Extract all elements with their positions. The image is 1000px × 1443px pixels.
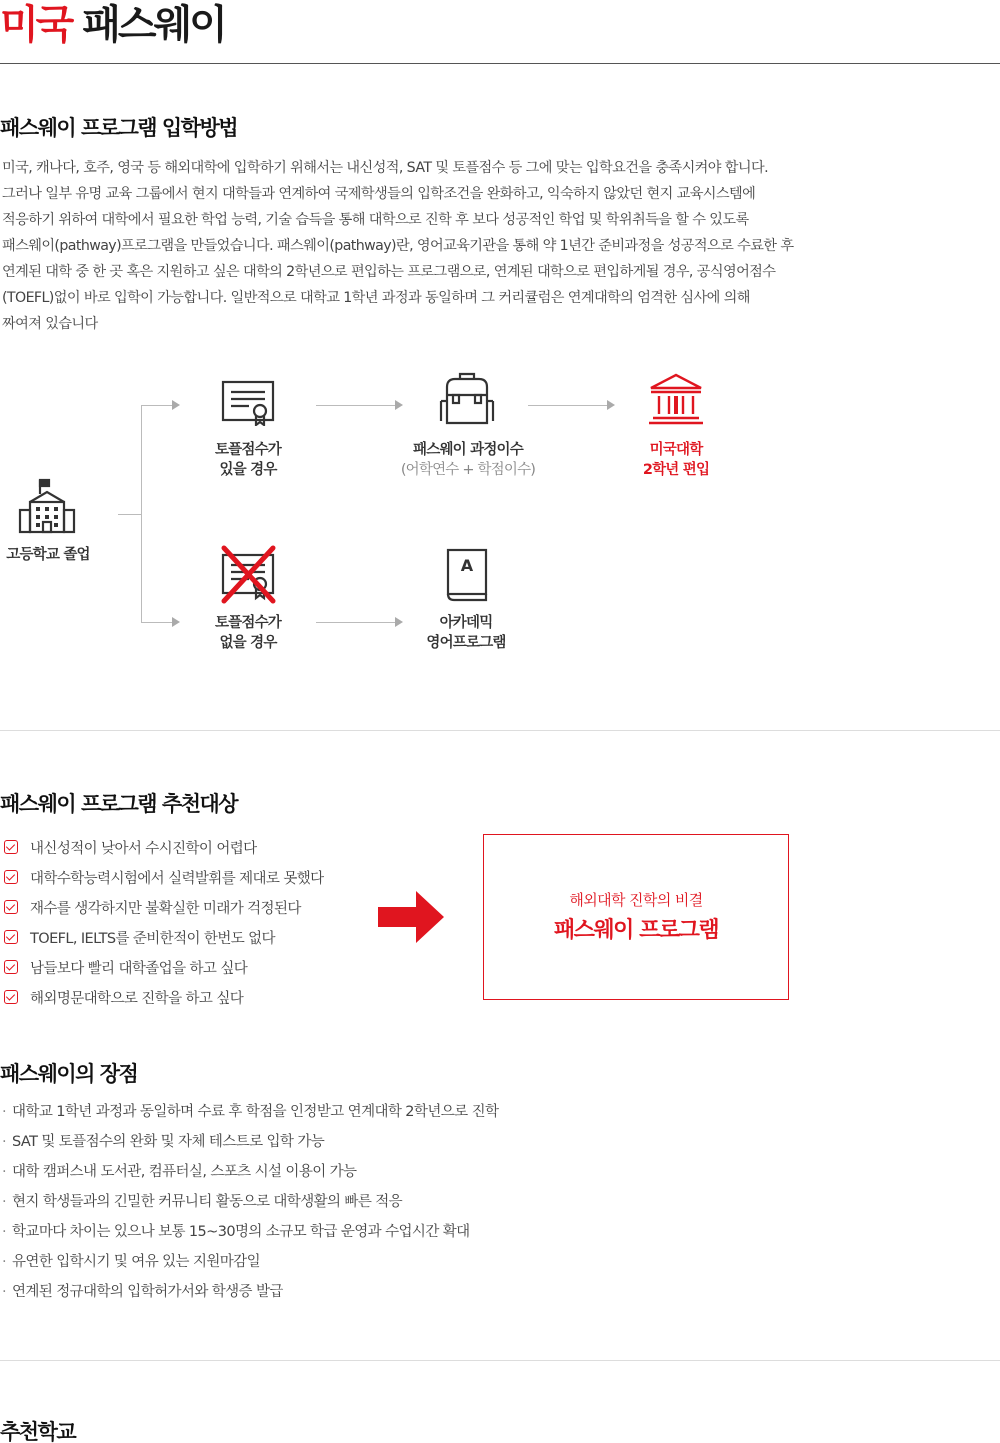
list-item-text: 대학 캠퍼스내 도서관, 컴퓨터실, 스포츠 시설 이용이 가능 bbox=[12, 1164, 357, 1180]
paragraph-line: 미국, 캐나다, 호주, 영국 등 해외대학에 입학하기 위해서는 내신성적, SAT 및 토플점수 등 그에 맞는 입학요건을 충족시켜야 합니다. bbox=[2, 160, 769, 176]
bullet: · bbox=[2, 1254, 7, 1270]
list-item bbox=[2, 1128, 498, 1158]
backpack-icon bbox=[439, 371, 495, 425]
school-building-icon bbox=[18, 478, 76, 534]
list-item bbox=[2, 1188, 498, 1218]
list-item bbox=[4, 952, 324, 982]
flow-with-toefl-label bbox=[188, 440, 308, 480]
page-title-accent: 미국 bbox=[0, 2, 72, 48]
paragraph-line: (TOEFL)없이 바로 입학이 가능합니다. 일반적으로 대학교 1학년 과정과 동일하며 그 커리큘럼은 연계대학의 엄격한 심사에 의해 bbox=[2, 290, 750, 306]
page-title-rest: 패스웨이 bbox=[82, 2, 225, 48]
flow-without-toefl-line2: 없을 경우 bbox=[219, 635, 277, 651]
flow-connector bbox=[316, 622, 396, 623]
advantages-section-title: 패스웨이의 장점 bbox=[0, 1062, 138, 1086]
list-item-text: SAT 및 토플점수의 완화 및 자체 테스트로 입학 가능 bbox=[12, 1134, 325, 1150]
advantages-list bbox=[2, 1098, 498, 1308]
arrow-head-icon bbox=[172, 400, 180, 410]
admission-section-title: 패스웨이 프로그램 입학방법 bbox=[0, 116, 238, 140]
list-item bbox=[2, 1098, 498, 1128]
list-item-text: 남들보다 빨리 대학졸업을 하고 싶다 bbox=[30, 960, 248, 977]
flow-academic-label bbox=[406, 613, 526, 653]
university-icon bbox=[647, 372, 705, 426]
arrow-head-icon bbox=[395, 400, 403, 410]
checkbox-icon bbox=[4, 870, 18, 884]
bullet: · bbox=[2, 1164, 7, 1180]
list-item-text: 연계된 정규대학의 입학허가서와 학생증 발급 bbox=[12, 1284, 283, 1300]
list-item-text: 대학교 1학년 과정과 동일하며 수료 후 학점을 인정받고 연계대학 2학년으로 진학 bbox=[12, 1104, 499, 1120]
list-item-text: 내신성적이 낮아서 수시진학이 어렵다 bbox=[30, 840, 257, 857]
flow-university-line1: 미국대학 bbox=[649, 442, 703, 458]
arrow-head-icon bbox=[607, 400, 615, 410]
flow-connector bbox=[141, 405, 173, 406]
paragraph-line: 연계된 대학 중 한 곳 혹은 지원하고 싶은 대학의 2학년으로 편입하는 프로그램으로, 연계된 대학으로 편입하게될 경우, 공식영어점수 bbox=[2, 264, 776, 280]
flow-university-label bbox=[616, 440, 736, 480]
flow-connector bbox=[141, 405, 142, 623]
list-item-text: 유연한 입학시기 및 여유 있는 지원마감일 bbox=[12, 1254, 260, 1270]
book-icon bbox=[446, 548, 488, 602]
certificate-icon bbox=[221, 380, 275, 426]
list-item bbox=[2, 1278, 498, 1308]
paragraph-line: 짜여져 있습니다 bbox=[2, 316, 98, 332]
admission-paragraph bbox=[2, 155, 862, 337]
flow-pathway-sub: (어학연수 + 학점이수) bbox=[400, 462, 536, 478]
flow-pathway-line1: 패스웨이 과정이수 bbox=[413, 442, 523, 458]
page-title bbox=[0, 2, 225, 48]
list-item-text: TOEFL, IELTS를 준비한적이 한번도 없다 bbox=[30, 930, 275, 947]
list-item bbox=[2, 1158, 498, 1188]
bullet: · bbox=[2, 1104, 7, 1120]
flow-pathway-label bbox=[378, 440, 558, 480]
bullet: · bbox=[2, 1134, 7, 1150]
flow-connector bbox=[141, 622, 173, 623]
paragraph-line: 그러나 일부 유명 교육 그룹에서 현지 대학들과 연계하여 국제학생들의 입학조건을 완화하고, 익숙하지 않았던 현지 교육시스템에 bbox=[2, 186, 756, 202]
list-item bbox=[2, 1218, 498, 1248]
flow-with-toefl-line2: 있을 경우 bbox=[219, 462, 277, 478]
list-item-text: 재수를 생각하지만 불확실한 미래가 걱정된다 bbox=[30, 900, 301, 917]
section-divider bbox=[0, 1360, 1000, 1361]
arrow-head-icon bbox=[395, 617, 403, 627]
promo-title: 패스웨이 프로그램 bbox=[553, 918, 719, 943]
list-item-text: 해외명문대학으로 진학을 하고 싶다 bbox=[30, 990, 244, 1007]
arrow-head-icon bbox=[172, 617, 180, 627]
paragraph-line: 적응하기 위하여 대학에서 필요한 학업 능력, 기술 습득을 통해 대학으로 진학 후 보다 성공적인 학업 및 학위취득을 할 수 있도록 bbox=[2, 212, 749, 228]
checkbox-icon bbox=[4, 840, 18, 854]
list-item bbox=[4, 862, 324, 892]
flow-academic-line2: 영어프로그램 bbox=[426, 635, 506, 651]
flow-university-line2: 2학년 편입 bbox=[642, 462, 710, 478]
bullet: · bbox=[2, 1224, 7, 1240]
list-item bbox=[2, 1248, 498, 1278]
list-item-text: 학교마다 차이는 있으나 보통 15~30명의 소규모 학급 운영과 수업시간 확대 bbox=[12, 1224, 470, 1240]
list-item bbox=[4, 892, 324, 922]
promo-subtitle: 해외대학 진학의 비결 bbox=[569, 891, 703, 909]
bullet: · bbox=[2, 1194, 7, 1210]
checkbox-icon bbox=[4, 930, 18, 944]
flow-with-toefl-line1: 토플점수가 bbox=[214, 442, 282, 458]
checkbox-icon bbox=[4, 990, 18, 1004]
bullet: · bbox=[2, 1284, 7, 1300]
targets-checklist bbox=[4, 832, 324, 1012]
flow-start-label: 고등학교 졸업 bbox=[6, 547, 90, 563]
targets-section-title: 패스웨이 프로그램 추천대상 bbox=[0, 792, 238, 816]
flow-connector bbox=[528, 405, 608, 406]
crossed-certificate-icon bbox=[219, 545, 277, 605]
book-letter: A bbox=[460, 556, 474, 575]
schools-section-title: 추천학교 bbox=[0, 1420, 76, 1443]
list-item bbox=[4, 832, 324, 862]
checkbox-icon bbox=[4, 960, 18, 974]
checkbox-icon bbox=[4, 900, 18, 914]
list-item bbox=[4, 982, 324, 1012]
header-divider bbox=[0, 63, 1000, 64]
promo-box bbox=[483, 834, 789, 1000]
list-item bbox=[4, 922, 324, 952]
flow-without-toefl-label bbox=[188, 613, 308, 653]
flow-connector bbox=[316, 405, 396, 406]
right-arrow-icon bbox=[378, 891, 444, 943]
list-item-text: 현지 학생들과의 긴밀한 커뮤니티 활동으로 대학생활의 빠른 적응 bbox=[12, 1194, 403, 1210]
section-divider bbox=[0, 730, 1000, 731]
flow-academic-line1: 아카데믹 bbox=[439, 615, 493, 631]
flow-connector bbox=[118, 514, 142, 515]
paragraph-line: 패스웨이(pathway)프로그램을 만들었습니다. 패스웨이(pathway)란, 영어교육기관을 통해 약 1년간 준비과정을 성공적으로 수료한 후 bbox=[2, 238, 794, 254]
flow-without-toefl-line1: 토플점수가 bbox=[214, 615, 282, 631]
list-item-text: 대학수학능력시험에서 실력발휘를 제대로 못했다 bbox=[30, 870, 324, 887]
